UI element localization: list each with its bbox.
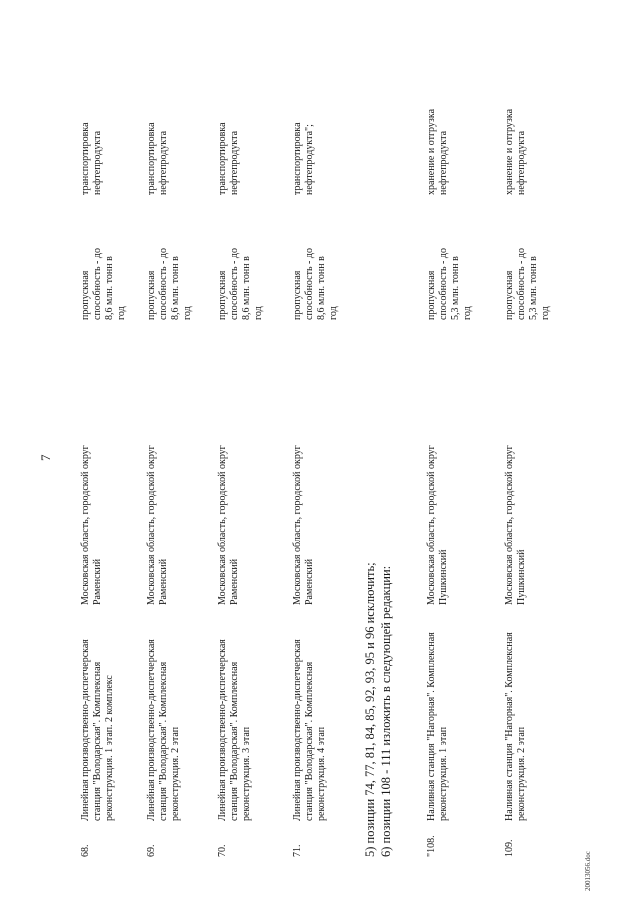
row-number: 68. <box>80 844 91 857</box>
object-location: Московская область, городской округ Раменский <box>80 445 103 605</box>
page-number: 7 <box>38 454 53 461</box>
amendment-instructions <box>362 562 394 857</box>
instruction-line: 6) позиции 108 - 111 изложить в следующей редакции: <box>379 565 393 857</box>
object-name: Наливная станция "Нагорная". Комплексная реконструкция. 2 этап <box>504 632 527 821</box>
row-number: 109. <box>504 839 515 857</box>
object-name: Линейная производственно-диспетчерская станция "Володарская". Комплексная реконструкция. 1 этап. 2 комплекс <box>80 639 115 821</box>
object-location: Московская область, городской округ Пушкинский <box>504 445 527 605</box>
object-function: транспортировка нефтепродукта <box>146 122 169 195</box>
object-location: Московская область, городской округ Раменский <box>146 445 169 605</box>
object-function: транспортировка нефтепродукта"; <box>292 122 315 195</box>
object-parameters: пропускная способность - до 8,6 млн. тонн в год <box>217 248 264 320</box>
object-parameters: пропускная способность - до 5,3 млн. тонн в год <box>426 248 473 320</box>
instruction-line: 5) позиции 74, 77, 81, 84, 85, 92, 93, 95 и 96 исключить; <box>363 562 377 857</box>
object-function: транспортировка нефтепродукта <box>217 122 240 195</box>
object-function: хранение и отгрузка нефтепродукта <box>426 108 449 195</box>
object-location: Московская область, городской округ Пушкинский <box>426 445 449 605</box>
object-name: Наливная станция "Нагорная". Комплексная реконструкция. 1 этап <box>426 632 449 821</box>
object-function: транспортировка нефтепродукта <box>80 122 103 195</box>
object-parameters: пропускная способность - до 8,6 млн. тонн в год <box>292 248 339 320</box>
object-name: Линейная производственно-диспетчерская станция "Володарская". Комплексная реконструкция. 4 этап <box>292 639 327 821</box>
row-number: 69. <box>146 844 157 857</box>
object-location: Московская область, городской округ Раменский <box>217 445 240 605</box>
object-function: хранение и отгрузка нефтепродукта <box>504 108 527 195</box>
object-name: Линейная производственно-диспетчерская станция "Володарская". Комплексная реконструкция. 2 этап <box>146 639 181 821</box>
object-parameters: пропускная способность - до 5,3 млн. тонн в год <box>504 248 551 320</box>
object-location: Московская область, городской округ Раменский <box>292 445 315 605</box>
document-footer: 20013056.doc <box>584 851 592 891</box>
row-number: 70. <box>217 844 228 857</box>
object-parameters: пропускная способность - до 8,6 млн. тонн в год <box>146 248 193 320</box>
row-number: "108. <box>426 835 437 857</box>
object-name: Линейная производственно-диспетчерская станция "Володарская". Комплексная реконструкция. 3 этап <box>217 639 252 821</box>
object-parameters: пропускная способность - до 8,6 млн. тонн в год <box>80 248 127 320</box>
row-number: 71. <box>292 844 303 857</box>
